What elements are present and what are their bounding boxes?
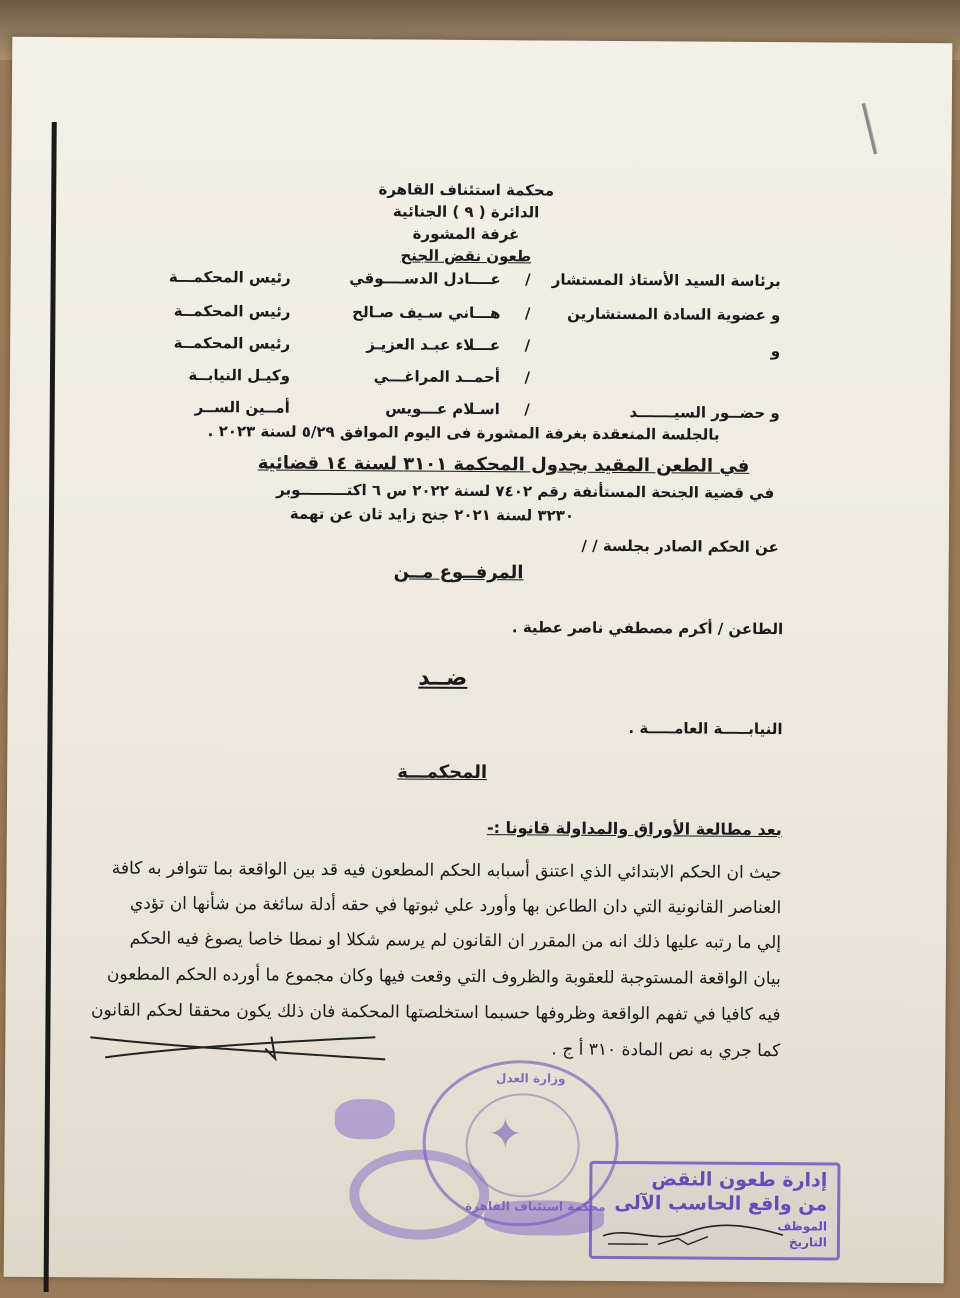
body-line: كما جري به نص المادة ٣١٠ أ ج . xyxy=(551,1039,781,1062)
panel-name: عــــادل الدســــوقي xyxy=(349,269,501,289)
panel-title: رئيس المحكمــة xyxy=(173,333,291,353)
case-line-2: ٣٢٣٠ لسنة ٢٠٢١ جنح زايد ثان عن تهمة xyxy=(289,504,575,525)
filed-by-heading: المرفــوع مــن xyxy=(393,561,524,584)
stamp-employee-label: الموظف xyxy=(777,1219,828,1234)
left-margin-rule xyxy=(44,122,57,1292)
body-line: إلي ما رتبه عليها ذلك انه من المقرر ان القانون لم يرسم شكلا او نمطا خاصا يصوغ فيه الحكم xyxy=(129,928,782,954)
panel-title: رئيس المحكمــة xyxy=(173,301,291,321)
body-line: العناصر القانونية التي دان الطاعن بها وأورد علي ثبوتها في حقه أدلة سائغة من شأنها ان تؤدي xyxy=(129,893,782,919)
court-name: محكمة استئناف القاهرة xyxy=(378,180,555,200)
panel-title: رئيس المحكمـــة xyxy=(168,267,291,287)
panel-title: أمــين الســر xyxy=(194,398,290,417)
signature-scribble-icon xyxy=(85,1027,405,1089)
ink-blot xyxy=(349,1149,490,1240)
seal-top-text: وزارة العدل xyxy=(496,1071,566,1086)
panel-sep: / xyxy=(524,400,530,419)
judgment-reference: عن الحكم الصادر بجلسة / / xyxy=(581,536,779,557)
versus-heading: ضــد xyxy=(418,665,468,691)
panel-sep: / xyxy=(524,368,531,387)
panel-title: وكيـل النيابــة xyxy=(188,365,291,385)
subject-title: طعون نقض الجنح xyxy=(400,246,532,266)
appeal-title: في الطعن المقيد بجدول المحكمة ٣١٠١ لسنة ١٤ قضائية xyxy=(257,452,750,477)
respondent-line: النيابـــــة العامـــــة . xyxy=(628,719,783,739)
chamber-name: غرفة المشورة xyxy=(412,224,520,244)
case-line-1: في قضية الجنحة المستأنفة رقم ٧٤٠٢ لسنة ٢٠٢٢ س ٦ اكتـــــــــوبر xyxy=(276,480,775,503)
staple-icon xyxy=(862,103,877,154)
body-line: بيان الواقعة المستوجبة للعقوبة والظروف التي وقعت فيها وكان مجموع ما أورده الحكم المطعون xyxy=(106,964,781,990)
panel-role: و xyxy=(770,342,781,361)
stamp-line-1: إدارة طعون النقض xyxy=(651,1168,828,1192)
circuit-name: الدائرة ( ٩ ) الجنائية xyxy=(392,202,540,222)
panel-name: أحمــد المراغـــي xyxy=(373,367,501,387)
after-review-heading: بعد مطالعة الأوراق والمداولة قانونا :- xyxy=(486,818,782,840)
panel-sep: / xyxy=(524,304,531,323)
document-page xyxy=(4,37,953,1284)
ink-blot xyxy=(484,1200,604,1236)
body-line: حيث ان الحكم الابتدائي الذي اعتنق أسبابه الحكم المطعون فيه قد بين الواقعة بما تتوافر به كافة xyxy=(111,858,782,884)
seal-bottom-text: محكمة استئناف القاهرة xyxy=(465,1198,606,1214)
panel-sep: / xyxy=(525,270,531,289)
stamp-date-label: التاريخ xyxy=(788,1235,827,1250)
panel-sep: / xyxy=(524,336,531,355)
session-line: بالجلسة المنعقدة بغرفة المشورة فى اليوم الموافق ٥/٢٩ لسنة ٢٠٢٣ . xyxy=(207,422,720,444)
panel-name: اسـلام عـــويس xyxy=(385,399,500,419)
stamp-handwriting-icon xyxy=(598,1216,788,1251)
stamp-line-2: من واقع الحاسب الآلى xyxy=(614,1191,828,1216)
body-line: فيه كافيا في تفهم الواقعة وظروفها حسبما استخلصتها المحكمة فان ذلك يكون محققا لحكم القانون xyxy=(90,1000,781,1026)
panel-name: عـــلاء عبـد العزيـز xyxy=(366,335,501,355)
panel-role: و عضوية السادة المستشارين xyxy=(567,304,781,325)
appellant-line: الطاعن / أكرم مصطفي ناصر عطية . xyxy=(511,618,784,639)
ink-blot xyxy=(335,1099,395,1139)
panel-name: هـــاني سـيف صـالح xyxy=(352,303,501,323)
office-stamp xyxy=(589,1161,841,1261)
panel-role: برئاسة السيد الأستاذ المستشار xyxy=(551,270,781,291)
eagle-emblem-icon: ✦ xyxy=(487,1109,524,1159)
court-heading: المحكمـــة xyxy=(397,761,488,784)
panel-role: و حضــور السيـــــــد xyxy=(629,403,780,423)
